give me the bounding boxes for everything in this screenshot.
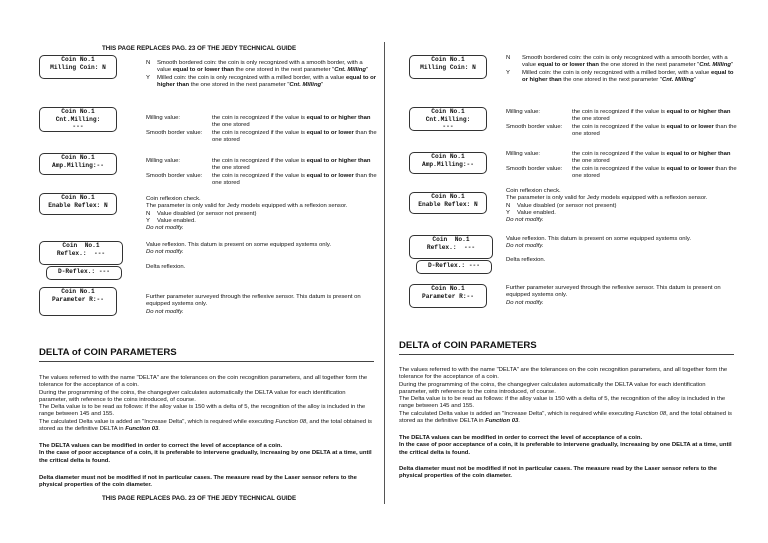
lcd-line: Reflex.: --- — [426, 243, 476, 251]
param-name: Cnt. Milling — [699, 62, 732, 69]
lcd-line: Amp.Milling:-- — [422, 160, 474, 168]
footer-line: THIS PAGE REPLACES PAG. 23 OF THE JEDY TECHNICAL GUIDE — [102, 495, 297, 502]
text: Coin reflexion check. — [506, 188, 561, 194]
lcd-line: Parameter R:-- — [422, 292, 474, 300]
option-key: N — [146, 210, 151, 217]
delta-notes — [399, 435, 734, 457]
text: The calculated Delta value is added an "Increase Delta", which is required while executing — [39, 418, 276, 425]
text: During the programming of the coins, the changegiver calculates automatically the DELTA value for each identification parameter, with reference to the coins introduced, of course. — [39, 389, 346, 403]
lcd-line: Coin No.1 — [431, 56, 465, 63]
value-key: Milling value: — [146, 115, 181, 121]
cnt-milling-values — [506, 109, 738, 138]
text: the one stored in the next parameter " — [189, 81, 290, 88]
text: equal to or higher than — [306, 115, 371, 121]
lcd-line: Coin No.1 — [61, 194, 95, 201]
lcd-line: Coin No.1 — [431, 153, 465, 160]
text: During the programming of the coins, the changegiver calculates automatically the DELTA value for each identification parameter, with reference to the coins introduced, of course. — [399, 381, 706, 395]
lcd-line: Coin No.1 — [61, 56, 95, 63]
text: the one stored in the next parameter " — [598, 62, 700, 69]
function-ref: Function 08 — [635, 410, 667, 417]
text: " — [731, 62, 734, 69]
text: The Delta value is to be read as follows: if the alloy value is 150 with a delta of 5, the recognition of the alloy is included in the range between 145 and 155. — [399, 396, 726, 410]
text: than the one stored — [572, 123, 737, 137]
lcd-line: Coin No.1 — [431, 193, 465, 200]
text: equal to or higher than — [306, 158, 371, 164]
text: Value enabled. — [157, 217, 196, 224]
delta-body — [399, 367, 734, 425]
lcd-reflex — [39, 241, 123, 265]
value-key: Smooth border value: — [506, 165, 563, 172]
header-line: THIS PAGE REPLACES PAG. 23 OF THE JEDY TECHNICAL GUIDE — [102, 45, 297, 52]
lcd-line: Coin No.1 — [61, 154, 95, 161]
reflex-check — [146, 196, 378, 232]
lcd-line: Coin No.1 — [431, 108, 465, 115]
text: . — [518, 418, 520, 425]
lcd-milling-coin — [409, 55, 487, 79]
param-name: Cnt. Milling — [661, 76, 694, 83]
text: equal to or lower — [666, 123, 714, 130]
text: The parameter is only valid for Jedy models equipped with a reflexion sensor. — [146, 203, 348, 210]
text: equal to or lower than — [537, 62, 599, 69]
param-name: Cnt. Milling — [289, 81, 322, 88]
text: the one stored — [212, 122, 250, 129]
amp-milling-values — [506, 151, 738, 180]
text: the one stored — [572, 158, 610, 165]
delta-body — [39, 375, 374, 433]
text: The values referred to with the name "DELTA" are the tolerances on the coin recognition parameters, and all together form the tolerance for the acceptance of a coin. — [39, 375, 368, 389]
text: the one stored — [212, 165, 250, 172]
option-key: N — [506, 55, 511, 61]
text: the coin is recognized if the value is — [572, 151, 667, 157]
text: the coin is recognized if the value is — [212, 172, 307, 179]
text: , and the total obtained is stored as the definitive DELTA in — [39, 418, 372, 433]
lcd-line: Enable Reflex: N — [418, 200, 478, 208]
option-key: N — [506, 202, 511, 209]
text: " — [693, 76, 696, 83]
lcd-d-reflex — [46, 266, 122, 280]
function-ref: Function 03 — [125, 426, 159, 433]
text: Further parameter surveyed through the reflexive sensor. This datum is present on equipped systems only. — [146, 294, 361, 308]
text: equal to or higher than — [157, 74, 377, 88]
lcd-line: Coin No.1 — [431, 285, 465, 292]
text: equal to or higher than — [666, 109, 731, 115]
amp-milling-values — [146, 158, 378, 187]
value-key: Smooth border value: — [146, 129, 203, 136]
text: the coin is recognized if the value is — [212, 115, 307, 121]
text: In the case of poor acceptance of a coin, it is preferable to intervene gradually, increasing by one DELTA at a time, until the critical delta is found. — [39, 450, 372, 464]
option-key: N — [146, 60, 151, 66]
lcd-line: Coin No.1 — [432, 236, 470, 243]
text: The calculated Delta value is added an "Increase Delta", which is required while executing — [399, 410, 636, 417]
text: the coin is recognized if the value is — [572, 109, 667, 115]
lcd-cnt-milling — [39, 107, 117, 132]
text: the one stored — [572, 116, 610, 123]
lcd-reflex — [409, 235, 493, 259]
text: Value disabled (or sensor not present) — [517, 202, 617, 209]
lcd-d-reflex — [416, 260, 492, 274]
delta-diameter-note: Delta diameter must not be modified if not in particular cases. The measure read by the Laser sensor refers to the physical properties of the coin diameter. — [39, 475, 357, 489]
lcd-line: Enable Reflex: N — [48, 201, 108, 209]
text: " — [366, 67, 369, 74]
further-parameter — [146, 294, 361, 316]
text: . — [158, 426, 160, 433]
text: than the one stored — [212, 129, 377, 143]
reflex-value — [506, 236, 738, 251]
cnt-milling-values — [146, 115, 378, 144]
section-rule — [39, 361, 374, 362]
text: Value reflexion. This datum is present on some equipped systems only. — [146, 242, 331, 248]
value-key: Milling value: — [506, 151, 541, 157]
lcd-line: Amp.Milling:-- — [52, 161, 104, 169]
text: than the one stored — [212, 172, 377, 186]
function-ref: Function 03 — [485, 418, 519, 425]
note: Do not modify. — [506, 217, 544, 224]
text: the coin is recognized if the value is — [572, 123, 667, 130]
reflex-check — [506, 188, 738, 224]
text: Milled coin: the coin is only recognized with a milled border, with a value — [157, 74, 346, 81]
lcd-line: D-Reflex.: --- — [58, 268, 110, 275]
lcd-line: --- — [72, 123, 84, 130]
option-key: Y — [506, 209, 510, 216]
text: than the one stored — [572, 165, 737, 179]
note: Do not modify. — [506, 299, 544, 306]
text: Value disabled (or sensor not present) — [157, 210, 257, 217]
lcd-line: Cnt.Milling: — [55, 115, 101, 123]
lcd-line: Milling Coin: N — [420, 63, 476, 71]
lcd-line: Coin No.1 — [62, 242, 100, 249]
text: equal to or lower than — [172, 67, 234, 74]
lcd-line: Cnt.Milling: — [425, 115, 471, 123]
text: " — [321, 81, 324, 88]
text: The parameter is only valid for Jedy models equipped with a reflexion sensor. — [506, 195, 708, 202]
text: the coin is recognized if the value is — [212, 129, 307, 136]
text: the one stored in the next parameter " — [233, 67, 335, 74]
text: In the case of poor acceptance of a coin, it is preferable to intervene gradually, increasing by one DELTA at a time, until the critical delta is found. — [399, 442, 732, 456]
text: The DELTA values can be modified in order to correct the level of acceptance of a coin. — [39, 443, 283, 449]
text: equal to or lower — [666, 165, 714, 172]
lcd-cnt-milling — [409, 107, 487, 131]
text: equal to or lower — [306, 172, 354, 179]
text: equal to or higher than — [522, 69, 734, 83]
page-divider — [384, 42, 385, 504]
delta-reflexion: Delta reflexion. — [506, 257, 546, 263]
text: Smooth bordered coin: the coin is only recognized with a smooth border, with a value — [157, 60, 363, 74]
lcd-line: Coin No.1 — [61, 108, 95, 115]
delta-reflexion: Delta reflexion. — [146, 264, 186, 270]
lcd-amp-milling — [409, 152, 487, 174]
lcd-enable-reflex — [409, 192, 487, 214]
text: the one stored in the next parameter " — [561, 76, 662, 83]
value-key: Smooth border value: — [506, 123, 563, 130]
lcd-milling-coin — [39, 55, 117, 79]
delta-diameter-note: Delta diameter must not be modified if not in particular cases. The measure read by the Laser sensor refers to the physical properties of the coin diameter. — [399, 466, 717, 480]
note: Do not modify. — [146, 225, 184, 232]
lcd-line: D-Reflex.: --- — [428, 262, 480, 269]
text: Coin reflexion check. — [146, 196, 201, 202]
text: equal to or lower — [306, 129, 354, 136]
text: , and the total obtained is stored as the definitive DELTA in — [399, 410, 732, 425]
milling-options — [146, 60, 378, 89]
value-key: Smooth border value: — [146, 172, 203, 179]
param-name: Cnt. Milling — [334, 67, 367, 74]
text: Milled coin: the coin is only recognized with a milled border, with a value — [522, 69, 711, 76]
value-key: Milling value: — [506, 109, 541, 115]
lcd-line: Milling Coin: N — [50, 63, 106, 71]
function-ref: Function 08 — [275, 418, 307, 425]
section-title: DELTA of COIN PARAMETERS — [39, 347, 177, 358]
note: Do not modify. — [146, 249, 184, 256]
text: Smooth bordered coin: the coin is only recognized with a smooth border, with a value — [522, 55, 728, 69]
text: Value reflexion. This datum is present on some equipped systems only. — [506, 236, 691, 242]
note: Do not modify. — [146, 308, 184, 315]
lcd-parameter-r — [39, 287, 117, 316]
option-key: Y — [146, 217, 150, 224]
text: The values referred to with the name "DELTA" are the tolerances on the coin recognition parameters, and all together form the tolerance for the acceptance of a coin. — [399, 367, 728, 381]
lcd-line: --- — [442, 123, 454, 130]
lcd-parameter-r — [409, 284, 487, 308]
text: The DELTA values can be modified in order to correct the level of acceptance of a coin. — [399, 435, 643, 441]
section-rule — [399, 354, 734, 355]
text: Value enabled. — [517, 209, 556, 216]
lcd-amp-milling — [39, 153, 117, 175]
lcd-line: Reflex.: --- — [56, 249, 106, 257]
note: Do not modify. — [506, 243, 544, 250]
lcd-enable-reflex — [39, 193, 117, 215]
delta-notes — [39, 443, 374, 465]
text: the coin is recognized if the value is — [212, 158, 307, 164]
section-title: DELTA of COIN PARAMETERS — [399, 340, 537, 351]
reflex-value — [146, 242, 378, 257]
text: Further parameter surveyed through the reflexive sensor. This datum is present on equipped systems only. — [506, 285, 721, 299]
lcd-line: Parameter R:-- — [52, 295, 104, 303]
option-key: Y — [506, 69, 510, 76]
value-key: Milling value: — [146, 158, 181, 164]
text: the coin is recognized if the value is — [572, 165, 667, 172]
text: The Delta value is to be read as follows: if the alloy value is 150 with a delta of 5, the recognition of the alloy is included in the range between 145 and 155. — [39, 404, 366, 418]
lcd-line: Coin No.1 — [61, 288, 95, 295]
text: equal to or higher than — [666, 151, 731, 157]
option-key: Y — [146, 74, 150, 81]
milling-options — [506, 55, 738, 84]
further-parameter — [506, 285, 721, 307]
